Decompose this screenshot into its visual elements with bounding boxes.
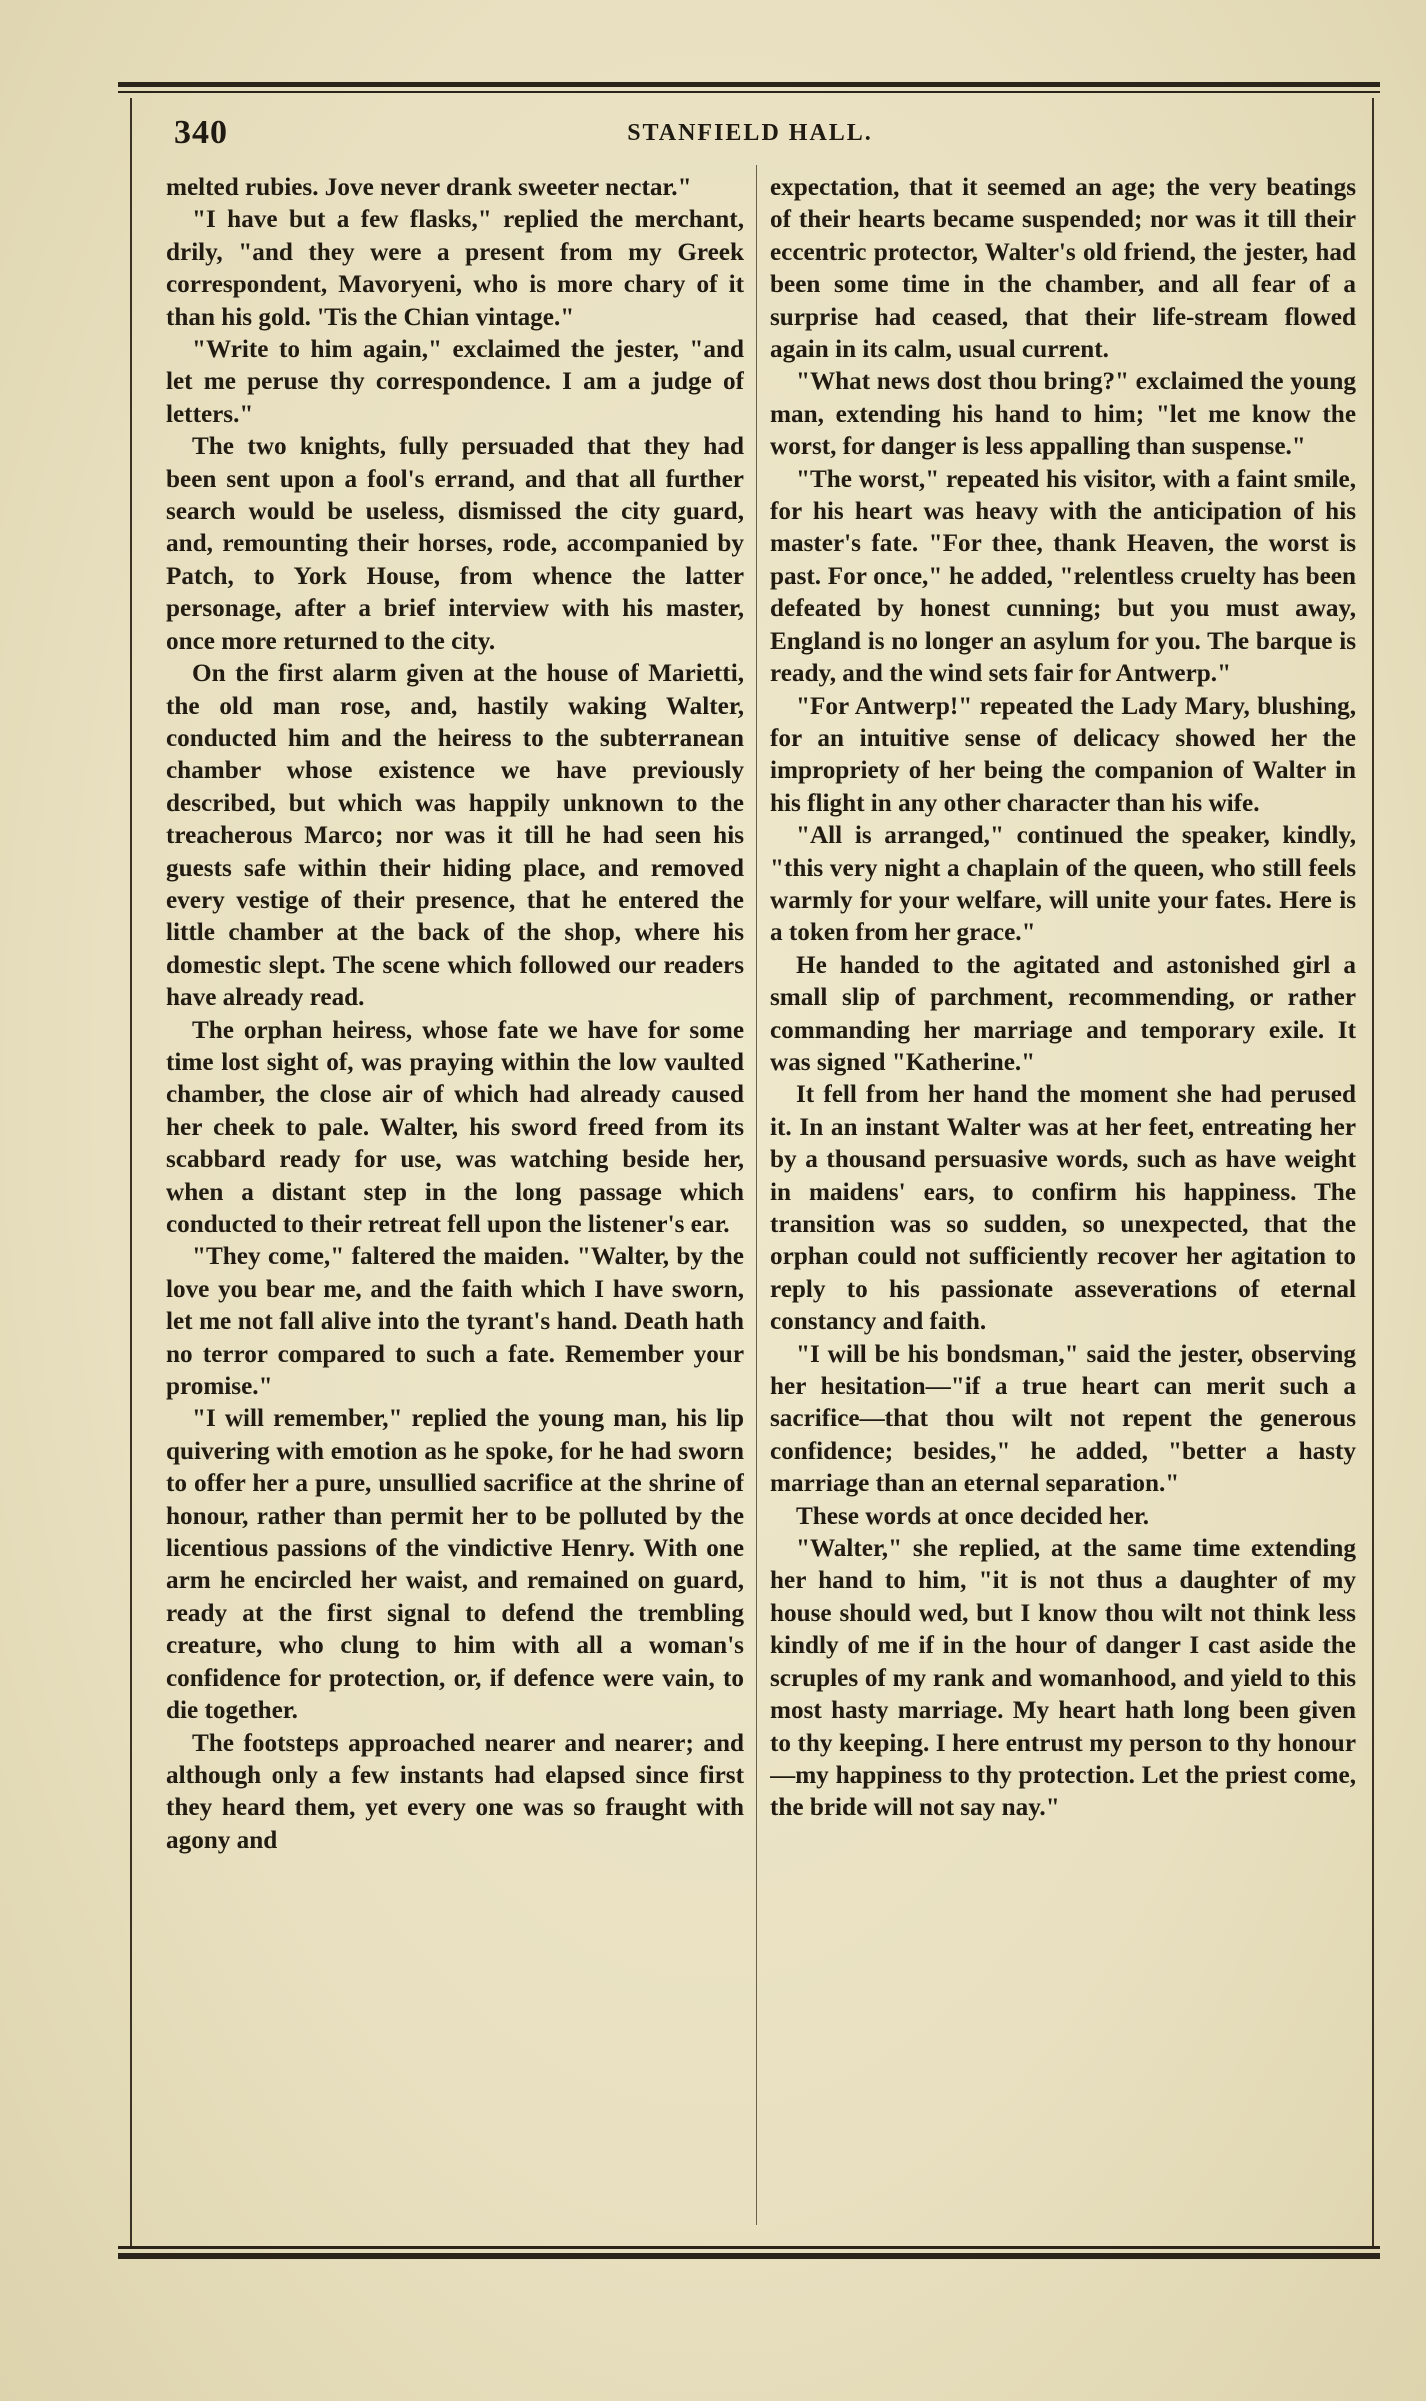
column-divider [756, 165, 757, 2225]
paragraph: The orphan heiress, whose fate we have for some time lost sight of, was praying within the low vaulted chamber, the close air of which had already caused her cheek to pale. Walter, his sword freed from its scabbard ready for use, was watching beside her, when a distant step in the long passage which conducted to their retreat fell upon the listener's ear. [166, 1016, 744, 1238]
paragraph: "They come," faltered the maiden. "Walter, by the love you bear me, and the faith which I have sworn, let me not fall alive into the tyrant's hand. Death hath no terror compared to such a fate. Remember your promise." [166, 1243, 744, 1401]
page-header [130, 110, 1370, 156]
paragraph: He handed to the agitated and astonished girl a small slip of parchment, recommending, or rather commanding her marriage and temporary exile. It was signed "Katherine." [770, 951, 1356, 1076]
paragraph: It fell from her hand the moment she had perused it. In an instant Walter was at her feet, entreating her by a thousand persuasive words, such as have weight in maidens' ears, to confirm his happiness. The transition was so sudden, so unexpected, that the orphan could not sufficiently recover her agitation to reply to his passionate asseverations of eternal constancy and faith. [770, 1081, 1356, 1336]
running-head: STANFIELD HALL. [627, 120, 873, 146]
bottom-border-rule-thin [118, 2246, 1380, 2249]
paragraph: The two knights, fully persuaded that they had been sent upon a fool's errand, and that all further search would be useless, dismissed the city guard, and, remounting their horses, rode, accompanied by Patch, to York House, from whence the latter personage, after a brief interview with his master, once more returned to the city. [166, 433, 744, 655]
paragraph: melted rubies. Jove never drank sweeter nectar." [166, 174, 692, 201]
paragraph: "Walter," she replied, at the same time extending her hand to him, "it is not thus a daughter of my house should wed, but I know thou wilt not think less kindly of me if in the hour of danger I cast aside the scruples of my rank and womanhood, and yield to this most hasty marriage. My heart hath long been given to thy keeping. I here entrust my person to thy honour—my happiness to thy protection. Let the priest come, the bride will not say nay." [770, 1535, 1356, 1822]
paragraph: "For Antwerp!" repeated the Lady Mary, blushing, for an intuitive sense of delicacy showed her the impropriety of her being the companion of Walter in his flight in any other character than his wife. [770, 692, 1356, 817]
paragraph: "I have but a few flasks," replied the merchant, drily, "and they were a present from my Greek correspondent, Mavoryeni, who is more chary of it than his gold. 'Tis the Chian vintage." [166, 206, 744, 331]
paragraph: On the first alarm given at the house of Marietti, the old man rose, and, hastily waking Walter, conducted him and the heiress to the subterranean chamber whose existence we have previously described, but which was happily unknown to the treacherous Marco; nor was it till he had seen his guests safe within their hiding place, and removed every vestige of their presence, that he entered the little chamber at the back of the shop, where his domestic slept. The scene which followed our readers have already read. [166, 660, 744, 1012]
paragraph: expectation, that it seemed an age; the very beatings of their hearts became suspended; nor was it till their eccentric protector, Walter's old friend, the jester, had been some time in the chamber, and all fear of a surprise had ceased, that their life-stream flowed again in its calm, usual current. [770, 174, 1356, 364]
paragraph: The footsteps approached nearer and nearer; and although only a few instants had elapsed since first they heard them, yet every one was so fraught with agony and [166, 1729, 744, 1854]
paragraph: "I will remember," replied the young man, his lip quivering with emotion as he spoke, for he had sworn to offer her a pure, unsullied sacrifice at the shrine of honour, rather than permit her to be polluted by the licentious passions of the vindictive Henry. With one arm he encircled her waist, and remained on guard, ready at the first signal to defend the trembling creature, who clung to him with all a woman's confidence for protection, or, if defence were vain, to die together. [166, 1405, 744, 1725]
paragraph: "Write to him again," exclaimed the jester, "and let me peruse thy correspondence. I am a judge of letters." [166, 336, 744, 428]
left-column [166, 172, 744, 2222]
bottom-border-rule [118, 2253, 1380, 2259]
top-border-rule [118, 82, 1380, 87]
paragraph: "What news dost thou bring?" exclaimed the young man, extending his hand to him; "let me know the worst, for danger is less appalling than suspense." [770, 368, 1356, 461]
paragraph: These words at once decided her. [796, 1502, 1150, 1530]
top-border-rule-thin [118, 91, 1380, 93]
page-number: 340 [174, 114, 228, 151]
paragraph: "The worst," repeated his visitor, with a faint smile, for his heart was heavy with the anticipation of his master's fate. "For thee, thank Heaven, the worst is past. For once," he added, "relentless cruelty has been defeated by honest cunning; but you must away, England is no longer an asylum for you. The barque is ready, and the wind sets fair for Antwerp." [770, 465, 1356, 688]
paragraph: "I will be his bondsman," said the jester, observing her hesitation—"if a true heart can merit such a sacrifice—that thou wilt not repent the generous confidence; besides," he added, "better a hasty marriage than an eternal separation." [770, 1340, 1356, 1498]
right-column [770, 172, 1356, 2222]
paragraph: "All is arranged," continued the speaker, kindly, "this very night a chaplain of the queen, who still feels warmly for your welfare, will unite your fates. Here is a token from her grace." [770, 822, 1356, 947]
